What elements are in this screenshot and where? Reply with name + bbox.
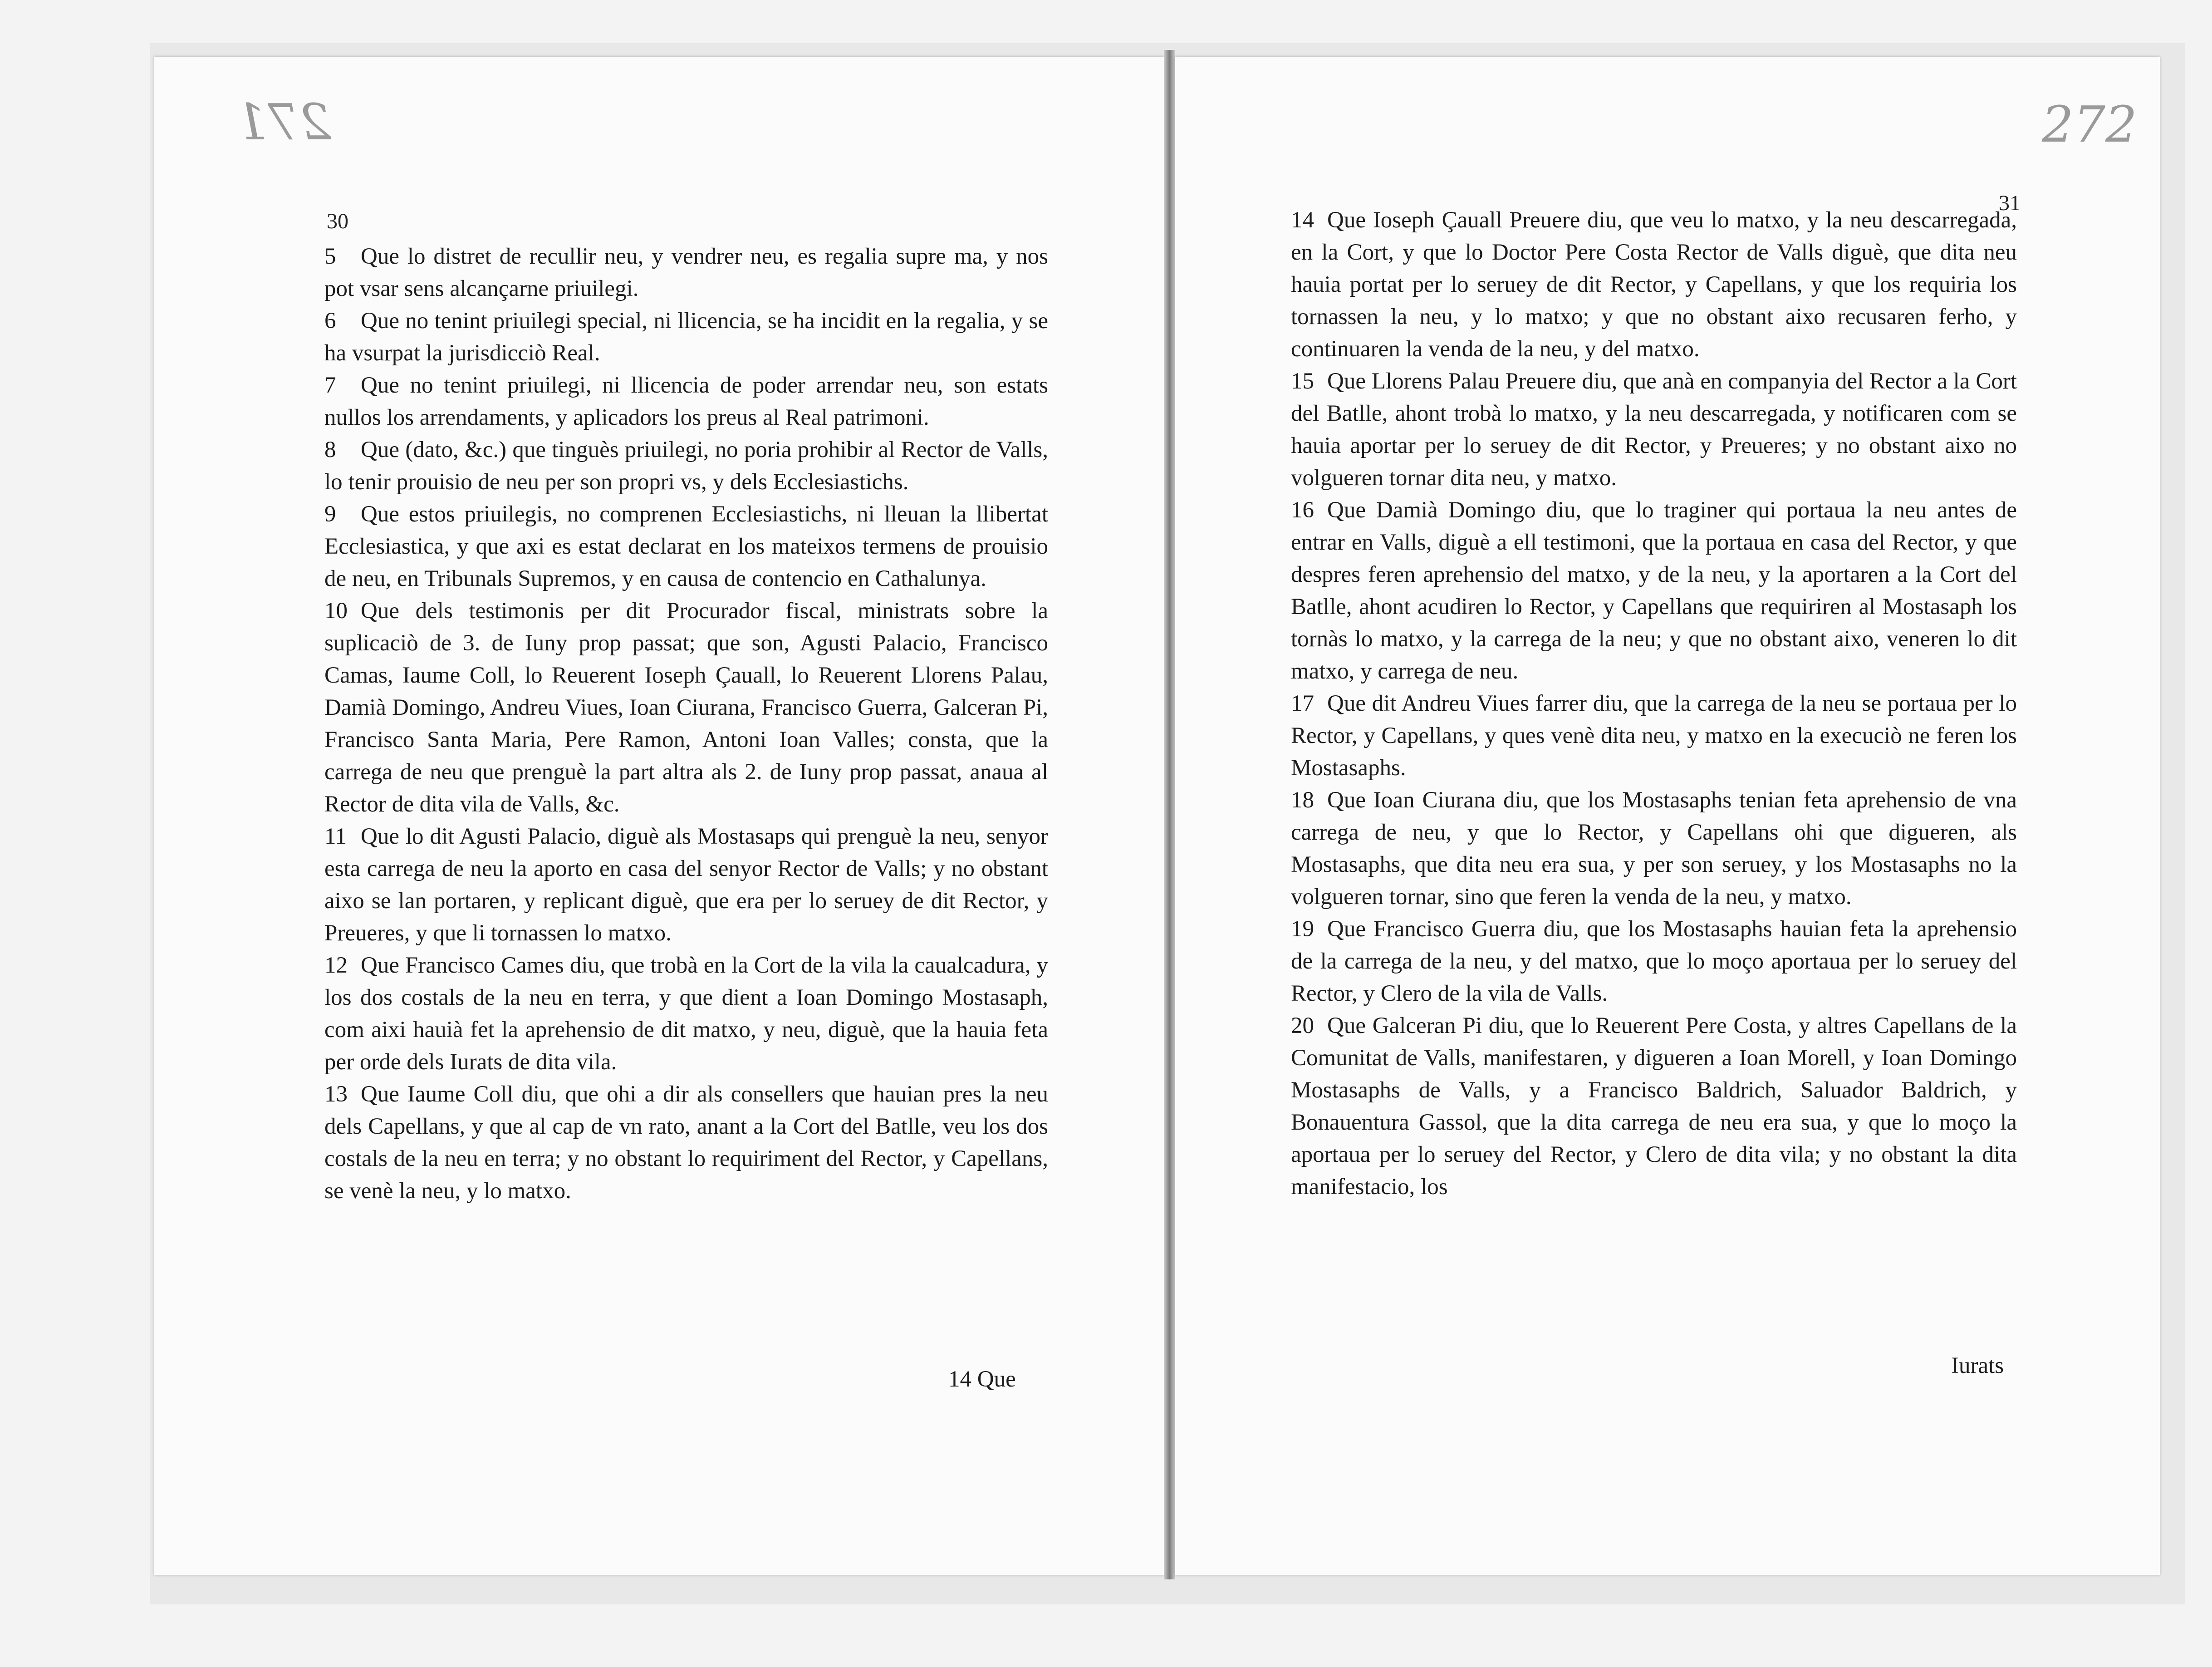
paragraph-text: Que Galceran Pi diu, que lo Reuerent Pere Costa, y altres Capellans de la Comunitat de Valls, manifestaren, y digueren a Ioan Morell, y Ioan Domingo Mostasaphs de Valls, y a Francisco Baldrich, Saluador Baldrich, y Bonauentura Gassol, que la dita carrega de neu era sua, y que lo moço la aportaua per lo seruey del Rector, y Clero de dita vila; y no obstant la dita manifestacio, los [1291,1013,2017,1200]
paragraph-number: 6 [324,308,336,334]
paragraph-text: Que dit Andreu Viues farrer diu, que la carrega de la neu se portaua per lo Rector, y Capellans, y ques venè dita neu, y matxo en la execuciò ne feren los Mostasaphs. [1291,691,2017,781]
right-catchword: Iurats [1951,1353,2004,1378]
paragraph-text: Que lo dit Agusti Palacio, diguè als Mostasaps qui prenguè la neu, senyor esta carrega de neu la aporto en casa del senyor Rector de Valls; y no obstant aixo se lan portaren, y replicant diguè, que era per lo seruey de dit Rector, y Preueres, y que li tornassen lo matxo. [324,824,1048,946]
paragraph-text: Que dels testimonis per dit Procurador fiscal, ministrats sobre la suplicaciò de 3. de Iuny prop passat; que son, Agusti Palacio, Francisco Camas, Iaume Coll, lo Reuerent Ioseph Çauall, lo Reuerent Llorens Palau, Damià Domingo, Andreu Viues, Ioan Ciurana, Francisco Guerra, Galceran Pi, Francisco Santa Maria, Pere Ramon, Antoni Ioan Valles; consta, que la carrega de neu que prenguè la part altra als 2. de Iuny prop passat, anaua al Rector de dita vila de Valls, &c. [324,598,1048,817]
left-printed-page-number: 30 [327,209,348,233]
paragraph [1291,784,2017,913]
paragraph-number: 15 [1291,369,1314,394]
paragraph [324,949,1048,1078]
right-text-column [1291,204,2017,1203]
paragraph-number: 11 [324,824,347,849]
paragraph-text: Que Ioan Ciurana diu, que los Mostasaphs tenian feta aprehensio de vna carrega de neu, y que lo Rector, y Capellans ohi que digueren, als Mostasaphs, que dita neu era sua, y per son seruey, y los Mostasaphs no la volgueren tornar, sino que feren la venda de la neu, y matxo. [1291,787,2017,910]
paragraph [324,821,1048,949]
paragraph-number: 9 [324,502,336,527]
paragraph-text: Que Francisco Cames diu, que trobà en la Cort de la vila la caualcadura, y los dos costals de la neu en terra, y que dient a Ioan Domingo Mostasaph, com aixi hauià fet la aprehensio de dit matxo, y neu, diguè, que la hauia feta per orde dels Iurats de dita vila. [324,953,1048,1075]
paragraph-number: 14 [1291,207,1314,233]
paragraph [1291,494,2017,688]
paragraph-number: 8 [324,437,336,462]
paragraph [324,305,1048,369]
right-manuscript-page-number: 272 [2042,95,2137,153]
paragraph-number: 18 [1291,787,1314,813]
paragraph-number: 7 [324,373,336,398]
left-catchword: 14 Que [948,1367,1016,1392]
paragraph-number: 17 [1291,691,1314,716]
paragraph-number: 16 [1291,497,1314,523]
paragraph-text: Que Damià Domingo diu, que lo traginer qui portaua la neu antes de entrar en Valls, diguè a ell testimoni, que la portaua en casa del Rector, y que despres feren aprehensio del matxo, y de la neu, y la aportaren a la Cort del Batlle, ahont acudiren lo Rector, y Capellans que requiriren al Mostasaph los tornàs lo matxo, y la carrega de la neu; y que no obstant aixo, veneren lo dit matxo, y carrega de neu. [1291,497,2017,684]
paragraph-text: Que (dato, &c.) que tinguès priuilegi, no poria prohibir al Rector de Valls, lo tenir prouisio de neu per son propri vs, y dels Ecclesiastichs. [324,437,1048,495]
paragraph-number: 10 [324,598,348,624]
paragraph-number: 19 [1291,916,1314,942]
paragraph [324,434,1048,498]
paragraph-text: Que no tenint priuilegi, ni llicencia de poder arrendar neu, son estats nullos los arrendaments, y aplicadors los preus al Real patrimoni. [324,373,1048,430]
paragraph [324,498,1048,595]
paragraph [1291,365,2017,494]
paragraph-text: Que no tenint priuilegi special, ni llicencia, se ha incidit en la regalia, y se ha vsurpat la jurisdicciò Real. [324,308,1048,366]
paragraph-number: 5 [324,244,336,269]
paragraph-text: Que estos priuilegis, no comprenen Ecclesiastichs, ni lleuan la llibertat Ecclesiastica, y que axi es estat declarat en los mateixos termens de prouisio de neu, en Tribunals Supremos, y en causa de contencio en Cathalunya. [324,502,1048,591]
paragraph [1291,913,2017,1010]
paragraph-text: Que Llorens Palau Preuere diu, que anà en companyia del Rector a la Cort del Batlle, ahont trobà lo matxo, y la neu descarregada, y notificaren com se hauia aportar per lo seruey de dit Rector, y Preueres; y no obstant aixo no volgueren tornar dita neu, y matxo. [1291,369,2017,491]
paragraph [1291,1010,2017,1203]
paragraph [1291,204,2017,365]
paragraph [324,369,1048,434]
paragraph [324,241,1048,305]
paragraph [1291,688,2017,784]
book-gutter [1164,50,1175,1579]
left-manuscript-page-number: 271 [236,93,331,151]
paragraph-text: Que Ioseph Çauall Preuere diu, que veu lo matxo, y la neu descarregada, en la Cort, y que lo Doctor Pere Costa Rector de Valls diguè, que dita neu hauia portat per lo seruey de dit Rector, y Capellans, y que los requiria los tornassen la neu, y lo matxo; y que no obstant aixo recusaren ferho, y continuaren la venda de la neu, y del matxo. [1291,207,2017,362]
paragraph-text: Que lo distret de recullir neu, y vendrer neu, es regalia supre ma, y nos pot vsar sens alcançarne priuilegi. [324,244,1048,301]
paragraph [324,1078,1048,1207]
paragraph-number: 12 [324,953,348,978]
paragraph-number: 13 [324,1082,348,1107]
paragraph-text: Que Iaume Coll diu, que ohi a dir als consellers que hauian pres la neu dels Capellans, y que al cap de vn rato, anant a la Cort del Batlle, veu los dos costals de la neu en terra; y no obstant lo requiriment del Rector, y Capellans, se venè la neu, y lo matxo. [324,1082,1048,1204]
left-text-column [324,241,1048,1207]
paragraph-number: 20 [1291,1013,1314,1038]
right-printed-page-number: 31 [1999,191,2021,215]
paragraph [324,595,1048,821]
paragraph-text: Que Francisco Guerra diu, que los Mostasaphs hauian feta la aprehensio de la carrega de la neu, y del matxo, que lo moço aportaua per lo seruey del Rector, y Clero de la vila de Valls. [1291,916,2017,1006]
